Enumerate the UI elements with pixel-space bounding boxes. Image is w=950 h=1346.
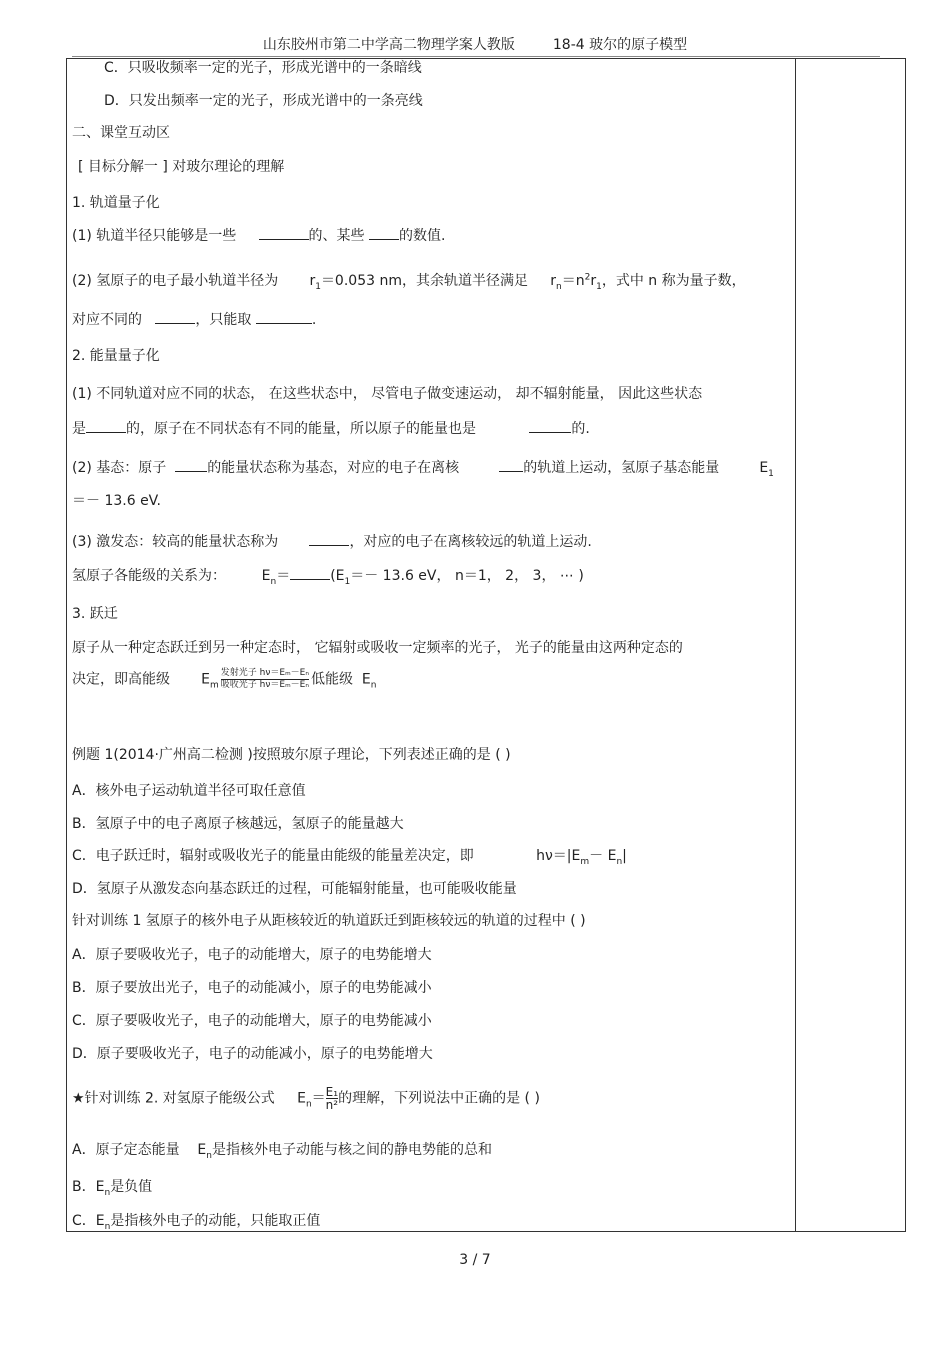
margin-column-divider — [795, 58, 796, 1232]
header-title: 山东胶州市第二中学高二物理学案人教版 — [262, 37, 515, 53]
fill-blank[interactable] — [529, 419, 571, 433]
training-1-option-b: B．原子要放出光子，电子的动能减小，原子的电势能减小 — [72, 980, 432, 996]
fill-blank[interactable] — [175, 458, 207, 472]
option-d: D．只发出频率一定的光子，形成光谱中的一条亮线 — [104, 93, 423, 109]
heading-transition: 3. 跃迁 — [72, 606, 118, 622]
example-1-option-c: C．电子跃迁时，辐射或吸收光子的能量由能级的能量差决定，即 $h\nu=|E_m- E_n|$ — [72, 848, 627, 867]
paragraph-ground-state: (2) 基态：原子 的能量状态称为基态，对应的电子在离核 的轨道上运动，氢原子基态能量 $E_1$ — [72, 460, 774, 479]
paragraph-energy-1b: 是 的，原子在不同状态有不同的能量，所以原子的能量也是 的. — [72, 421, 590, 437]
example-1-option-b: B．氢原子中的电子离原子核越远，氢原子的能量越大 — [72, 816, 404, 832]
energy-level-relation: 氢原子各能级的关系为： $E_n= (E_1=- 13.6$ eV， n＝1， 2， 3， ⋯ ) — [72, 568, 584, 587]
training-2-option-c: C．$E_n$是指核外电子的动能，只能取正值 — [72, 1213, 321, 1232]
training-1-option-a: A．原子要吸收光子，电子的动能增大，原子的电势能增大 — [72, 947, 432, 963]
energy-fraction: $\frac{\text{E₁}}{\text{n²}}$ — [325, 1085, 339, 1112]
fill-blank[interactable] — [86, 419, 126, 433]
training-2-question: ★针对训练 2. 对氢原子能级公式 $E_n=$ $\frac{\text{E₁}}{\text{n²}}$ 的理解，下列说法中正确的是 ( ) — [72, 1085, 540, 1112]
training-1-question: 针对训练 1 氢原子的核外电子从距核较近的轨道跃迁到距核较远的轨道的过程中 ( ) — [72, 913, 586, 929]
paragraph-energy-1: (1) 不同轨道对应不同的状态， 在这些状态中， 尽管电子做变速运动， 却不辐射能量， 因此这些状态 — [72, 386, 703, 402]
example-1-option-a: A．核外电子运动轨道半径可取任意值 — [72, 783, 306, 799]
training-2-option-b: B．$E_n$是负值 — [72, 1179, 153, 1198]
heading-energy: 2. 能量量子化 — [72, 348, 160, 364]
example-1-option-d: D．氢原子从激发态向基态跃迁的过程，可能辐射能量，也可能吸收能量 — [72, 881, 517, 897]
ground-state-value: ＝－ 13.6 eV. — [72, 493, 161, 509]
fill-blank[interactable] — [155, 310, 195, 324]
fill-blank[interactable] — [256, 310, 312, 324]
header-rule — [72, 56, 880, 57]
paragraph-transition: 原子从一种定态跃迁到另一种定态时， 它辐射或吸收一定频率的光子， 光子的能量由这两种定态的 — [72, 640, 683, 656]
fill-blank[interactable] — [290, 566, 330, 580]
paragraph-orbit-2: (2) 氢原子的电子最小轨道半径为 $r_1=0.053$ nm，其余轨道半径满足 $r_n=n^2r_1$，式中 n 称为量子数， — [72, 272, 746, 292]
paragraph-excited-state: (3) 激发态：较高的能量状态称为 ，对应的电子在离核较远的轨道上运动. — [72, 534, 592, 550]
example-1-question: 例题 1(2014·广州高二检测 )按照玻尔原子理论，下列表述正确的是 ( ) — [72, 747, 511, 763]
page-number: 3 / 7 — [459, 1252, 491, 1268]
transition-formula: 决定，即高能级 $E_m$ 发射光子 hν＝Eₘ－Eₙ 吸收光子 hν＝Eₘ－Eₙ 低能级 $E_n$ — [72, 668, 377, 691]
goal-heading: [ 目标分解一 ] 对玻尔理论的理解 — [78, 159, 285, 175]
fill-blank[interactable] — [499, 458, 523, 472]
paragraph-orbit-2b: 对应不同的 ，只能取 . — [72, 312, 317, 328]
training-1-option-d: D．原子要吸收光子，电子的动能减小，原子的电势能增大 — [72, 1046, 433, 1062]
fill-blank[interactable] — [259, 226, 309, 240]
header-lesson: 18-4 玻尔的原子模型 — [552, 37, 688, 53]
option-c: C．只吸收频率一定的光子，形成光谱中的一条暗线 — [104, 60, 422, 76]
training-1-option-c: C．原子要吸收光子，电子的动能增大，原子的电势能减小 — [72, 1013, 432, 1029]
page-header — [0, 34, 950, 54]
training-2-option-a: A．原子定态能量 $E_n$是指核外电子动能与核之间的静电势能的总和 — [72, 1142, 492, 1161]
transition-arrow: 发射光子 hν＝Eₘ－Eₙ 吸收光子 hν＝Eₘ－Eₙ — [220, 668, 309, 690]
section-title: 二、课堂互动区 — [72, 125, 170, 141]
fill-blank[interactable] — [309, 532, 349, 546]
paragraph-orbit-1: (1) 轨道半径只能够是一些 的、某些 的数值. — [72, 228, 446, 244]
fill-blank[interactable] — [369, 226, 399, 240]
heading-orbit: 1. 轨道量子化 — [72, 195, 160, 211]
